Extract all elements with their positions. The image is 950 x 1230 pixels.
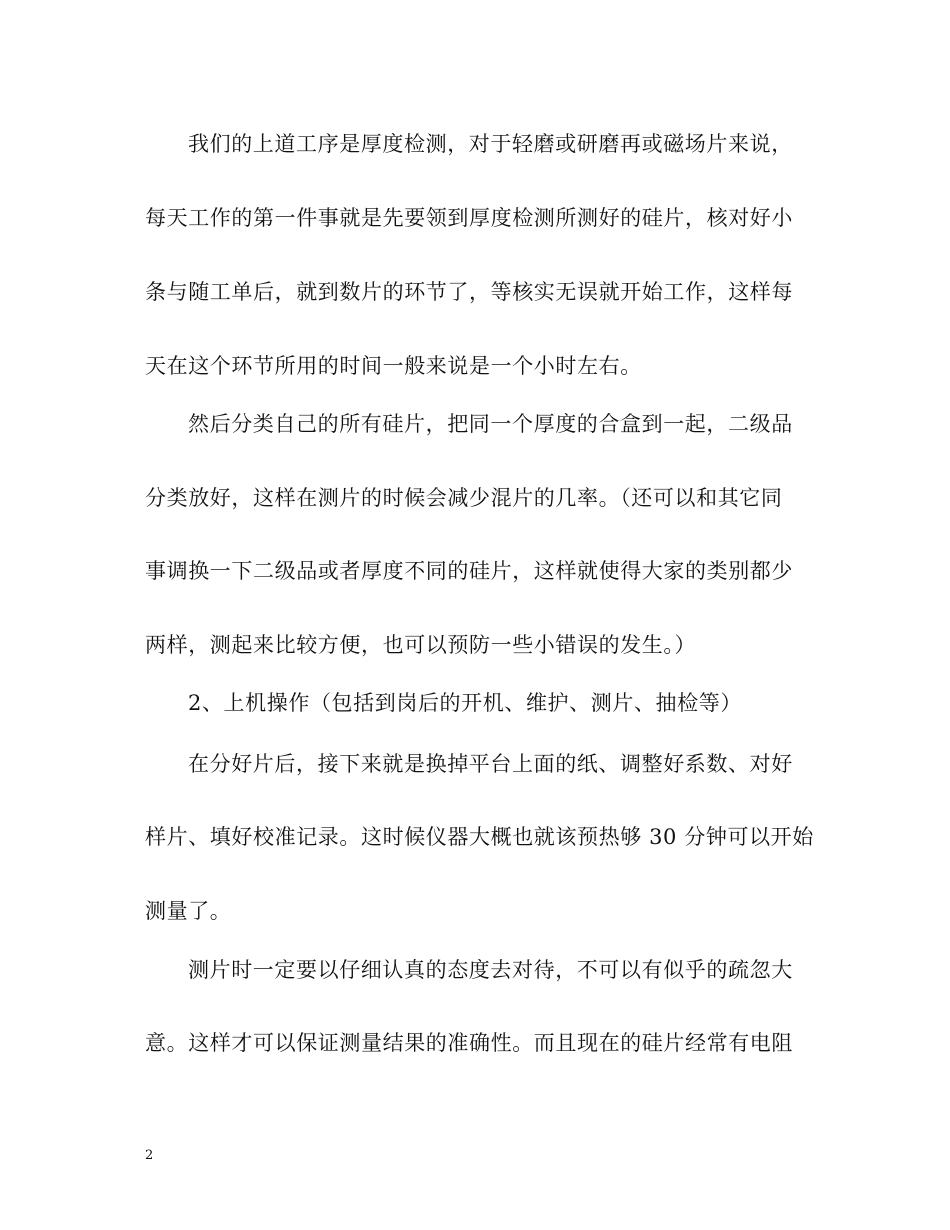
- paragraph-line: 每天工作的第一件事就是先要领到厚度检测所测好的硅片，核对好小: [145, 206, 793, 230]
- paragraph-line: 分类放好，这样在测片的时候会减少混片的几率。（还可以和其它同: [145, 486, 783, 510]
- paragraph-line: 事调换一下二级品或者厚度不同的硅片，这样就使得大家的类别都少: [145, 559, 793, 583]
- section-heading: 2、上机操作（包括到岗后的开机、维护、测片、抽检等）: [188, 691, 742, 715]
- paragraph-line: 意。这样才可以保证测量结果的准确性。而且现在的硅片经常有电阻: [145, 1031, 793, 1055]
- paragraph-line: 天在这个环节所用的时间一般来说是一个小时左右。: [145, 354, 642, 378]
- paragraph-line: 在分好片后，接下来就是换掉平台上面的纸、调整好系数、对好: [188, 752, 793, 776]
- page-number: 2: [145, 1148, 154, 1163]
- paragraph-line: 我们的上道工序是厚度检测，对于轻磨或研磨再或磁场片来说，: [188, 132, 793, 156]
- paragraph-line: 测量了。: [145, 899, 232, 923]
- paragraph-line: 然后分类自己的所有硅片，把同一个厚度的合盒到一起，二级品: [188, 412, 793, 436]
- paragraph-line: 条与随工单后，就到数片的环节了，等核实无误就开始工作，这样每: [145, 280, 793, 304]
- paragraph-line: 两样，测起来比较方便，也可以预防一些小错误的发生。）: [145, 633, 697, 657]
- paragraph-line: 测片时一定要以仔细认真的态度去对待，不可以有似乎的疏忽大: [188, 958, 793, 982]
- paragraph-line: 样片、填好校准记录。这时候仪器大概也就该预热够 30 分钟可以开始: [145, 825, 814, 849]
